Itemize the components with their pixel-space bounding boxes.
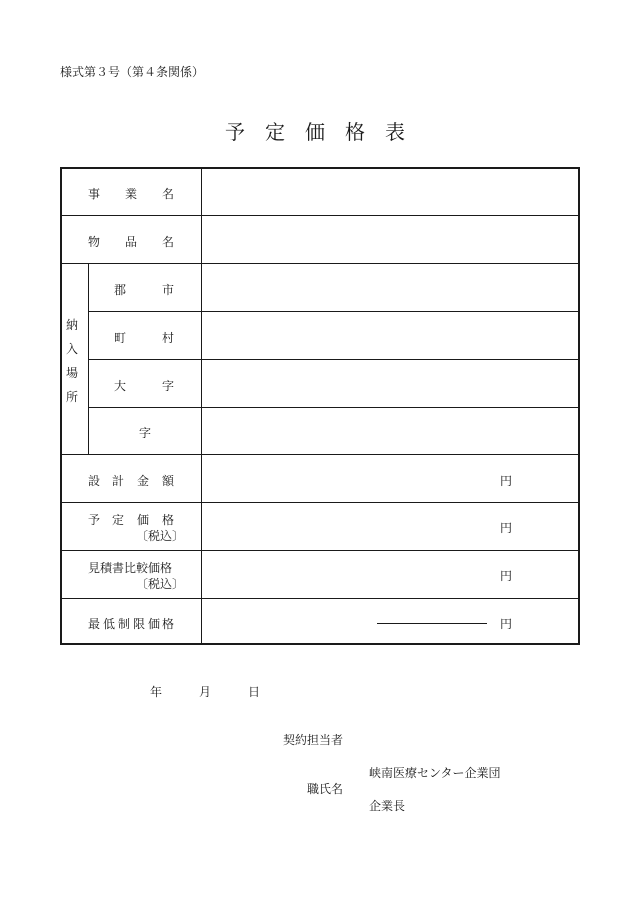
label-son: 村 — [162, 331, 175, 345]
contract-officer-label: 契約担当者 — [283, 733, 344, 747]
label-design-4: 額 — [162, 474, 175, 488]
label-gun: 郡 — [114, 283, 127, 297]
label-min-4: 限 — [133, 617, 146, 631]
date-year: 年 — [150, 685, 163, 699]
form-number: 様式第３号（第４条関係） — [60, 65, 205, 79]
label-min-5: 価 — [148, 617, 161, 631]
row-divider — [88, 359, 580, 360]
label-design-3: 金 — [137, 474, 150, 488]
label-item-name-2: 品 — [125, 235, 138, 249]
label-design-2: 計 — [112, 474, 125, 488]
label-item-name-1: 物 — [88, 235, 101, 249]
label-business-name-3: 名 — [162, 187, 175, 201]
row-divider — [60, 454, 580, 455]
min-price-blank-line — [377, 623, 487, 624]
yen-estimate: 円 — [500, 569, 513, 583]
label-planned-4: 格 — [162, 513, 175, 527]
label-business-name-1: 事 — [88, 187, 101, 201]
row-divider — [60, 502, 580, 503]
page-title: 予 定 価 格 表 — [225, 120, 405, 144]
yen-design: 円 — [500, 474, 513, 488]
row-divider — [88, 311, 580, 312]
label-min-2: 低 — [103, 617, 116, 631]
row-divider — [60, 215, 580, 216]
organization-name: 峡南医療センター企業団 — [369, 766, 501, 780]
column-divider — [201, 167, 202, 645]
label-aza: 字 — [139, 426, 152, 440]
column-divider — [88, 263, 89, 454]
label-tax-included: 〔税込〕 — [136, 577, 185, 591]
label-shi: 市 — [162, 283, 175, 297]
yen-planned: 円 — [500, 521, 513, 535]
label-oaza-1: 大 — [114, 379, 127, 393]
row-divider — [60, 598, 580, 599]
position-name-label: 職氏名 — [307, 782, 344, 796]
label-min-6: 格 — [162, 617, 175, 631]
row-divider — [88, 407, 580, 408]
label-delivery-3: 場 — [66, 366, 79, 380]
label-cho: 町 — [114, 331, 127, 345]
label-min-1: 最 — [88, 617, 101, 631]
label-item-name-3: 名 — [162, 235, 175, 249]
label-min-3: 制 — [118, 617, 131, 631]
date-day: 日 — [248, 685, 261, 699]
label-design-1: 設 — [88, 474, 101, 488]
label-estimate-price: 見積書比較価格 — [88, 561, 173, 575]
label-tax-included: 〔税込〕 — [136, 529, 185, 543]
label-business-name-2: 業 — [125, 187, 138, 201]
label-oaza-2: 字 — [162, 379, 175, 393]
row-divider — [60, 550, 580, 551]
row-divider — [60, 263, 580, 264]
label-planned-2: 定 — [112, 513, 125, 527]
label-delivery-2: 入 — [66, 342, 79, 356]
label-planned-3: 価 — [137, 513, 150, 527]
yen-min: 円 — [500, 617, 513, 631]
date-month: 月 — [199, 685, 212, 699]
officer-title: 企業長 — [369, 799, 406, 813]
label-delivery-4: 所 — [66, 390, 79, 404]
label-delivery-1: 納 — [66, 318, 79, 332]
label-planned-1: 予 — [88, 513, 101, 527]
